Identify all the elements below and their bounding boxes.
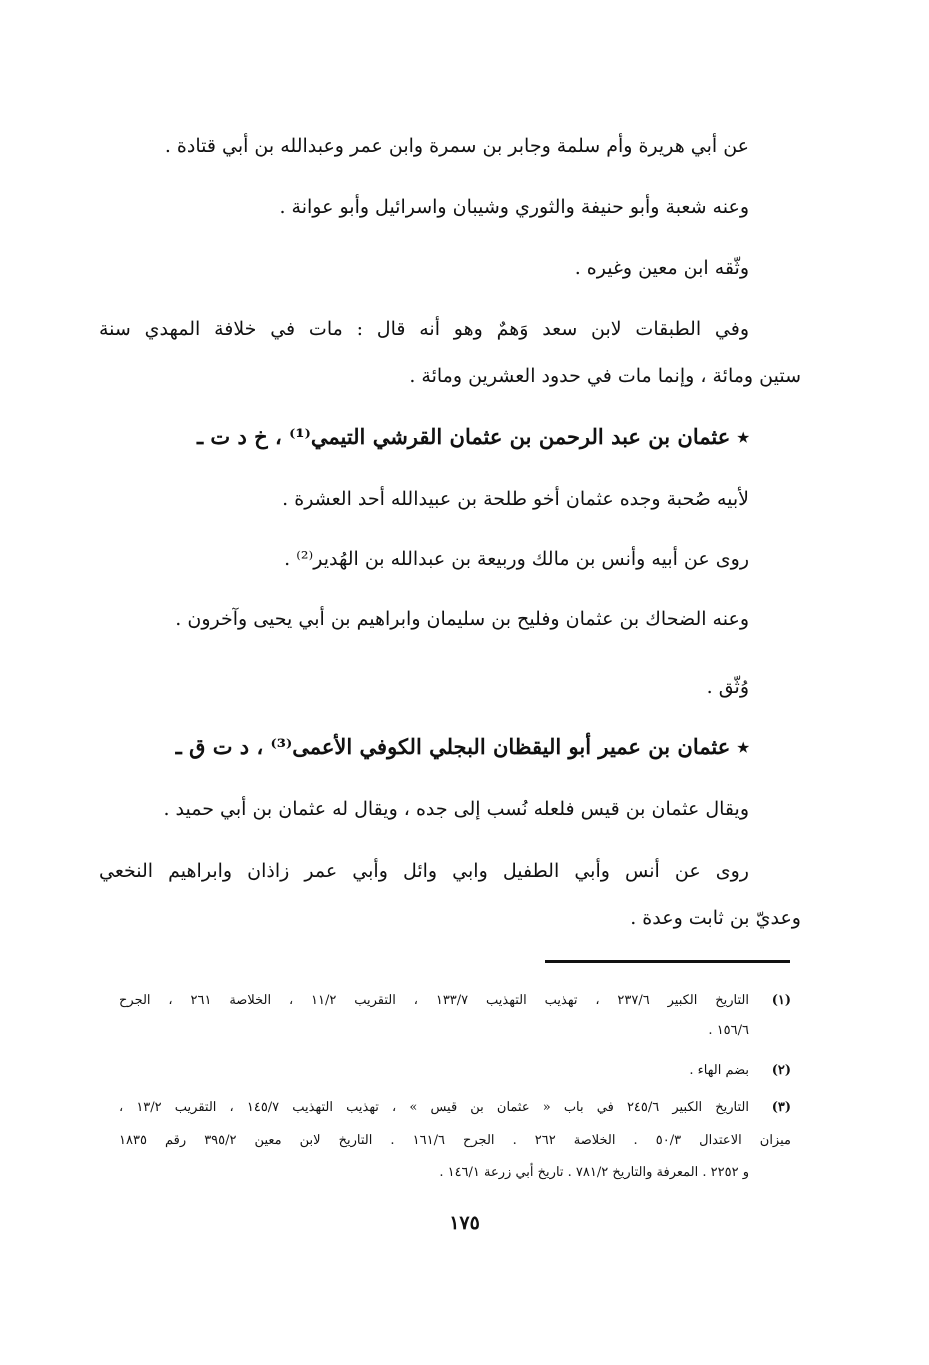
text-line: وعنه شعبة وأبو حنيفة والثوري وشيبان واسرائيل وأبو عوانة .	[279, 196, 749, 218]
text-line: وعنه الضحاك بن عثمان وفليح بن سليمان وابراهيم بن أبي يحيى وآخرون .	[175, 608, 749, 630]
page-number: ١٧٥	[449, 1212, 480, 1234]
text-line: وفي الطبقات لابن سعد وَهمٌ وهو أنه قال : مات في خلافة المهدي سنة	[99, 318, 749, 340]
text-line: وعديّ بن ثابت وعدة .	[630, 907, 801, 929]
footnote-number: (٢)	[771, 1063, 791, 1078]
text-line: روى عن أنس وأبي الطفيل وابي وائل وأبي عمر زاذان وابراهيم النخعي	[99, 860, 749, 882]
footnote-line: التاريخ الكبير ٢٣٧/٦ ، تهذيب التهذيب ١٣٣/٧ ، التقريب ١١/٢ ، الخلاصة ٢٦١ ، الجرح	[119, 993, 749, 1008]
text-line: وثّقه ابن معين وغيره .	[574, 257, 749, 279]
footnote-line: التاريخ الكبير ٢٤٥/٦ في باب « عثمان بن قيس » ، تهذيب التهذيب ١٤٥/٧ ، التقريب ١٣/٢ ،	[119, 1100, 750, 1115]
footnote-line: و ٢٢٥٢ . المعرفة والتاريخ ٧٨١/٢ . تاريخ أبي زرعة ١٤٦/١ .	[439, 1165, 749, 1180]
footnote-line: ميزان الاعتدال ٥٠/٣ . الخلاصة ٢٦٢ . الجرح ١٦١/٦ . التاريخ لابن معين ٣٩٥/٢ رقم ١٨٣٥	[119, 1133, 791, 1148]
footnote-number: (١)	[771, 993, 791, 1008]
text-line: عن أبي هريرة وأم سلمة وجابر بن سمرة وابن عمر وعبدالله بن أبي قتادة .	[164, 135, 749, 157]
text-line: روى عن أبيه وأنس بن مالك وربيعة بن عبدالله بن الهُدير⁽²⁾ .	[284, 548, 749, 570]
text-line: وُثّق .	[706, 676, 749, 698]
text-line: لأبيه صُحبة وجده عثمان أخو طلحة بن عبيدالله أحد العشرة .	[282, 488, 749, 510]
footnote-number: (٣)	[771, 1100, 791, 1115]
footnote-line: ١٥٦/٦ .	[708, 1023, 749, 1038]
footnote-line: بضم الهاء .	[689, 1063, 749, 1078]
text-line: ستين ومائة ، وإنما مات في حدود العشرين ومائة .	[409, 365, 801, 387]
entry-heading-uthman-ibn-umayr: ٭ عثمان بن عمير أبو اليقظان البجلي الكوفي الأعمى⁽³⁾ ، د ت ق ـ	[175, 734, 749, 759]
text-line: ويقال عثمان بن قيس فلعله نُسب إلى جده ، ويقال له عثمان بن أبي حميد .	[163, 798, 749, 820]
footnote-separator	[545, 960, 790, 963]
entry-heading-uthman-ibn-abd-al-rahman: ٭ عثمان بن عبد الرحمن بن عثمان القرشي التيمي⁽¹⁾ ، خ د ت ـ	[196, 424, 749, 449]
